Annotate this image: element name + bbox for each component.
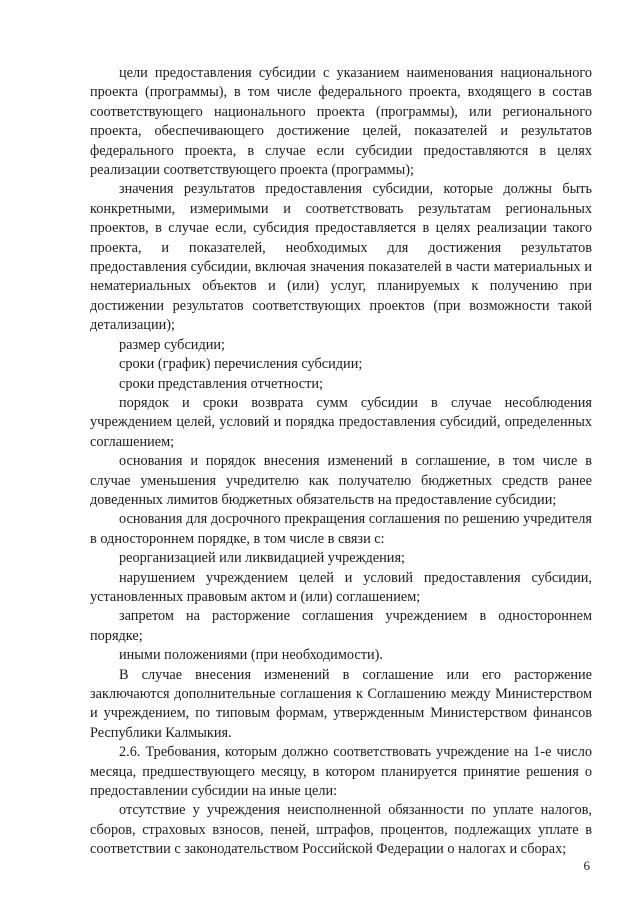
paragraph-additional-agreements: В случае внесения изменений в соглашение или его расторжение заключаются дополнительные соглашения к Соглашению между Министерством и учреждением, по типовым формам, утвержденным Министерством финансов Республики Калмыкия. <box>90 666 592 741</box>
paragraph-refund-procedure: порядок и сроки возврата сумм субсидии в случае несоблюдения учреждением целей, условий и порядка предоставления субсидий, определенных соглашением; <box>90 394 592 450</box>
paragraph-violation: нарушением учреждением целей и условий предоставления субсидии, установленных правовым актом и (или) соглашением; <box>90 569 592 605</box>
paragraph-results-values: значения результатов предоставления субсидии, которые должны быть конкретными, измеримыми и соответствовать результатам региональных проектов, в случае если, субсидия предоставляется в целях реализации такого проекта, и показателей, необходимых для достижения результатов предоставления субсидии, включая значения показателей в части материальных и нематериальных объектов и (или) услуг, планируемых к получению при достижении результатов соответствующих проектов (при возможности такой детализации); <box>90 181 592 334</box>
page-number: 6 <box>583 858 590 873</box>
paragraph-termination-grounds: основания для досрочного прекращения соглашения по решению учредителя в одностороннем порядке, в том числе в связи с: <box>90 511 592 547</box>
paragraph-section-2-6: 2.6. Требования, которым должно соответствовать учреждение на 1-е число месяца, предшествующего месяцу, в котором планируется принятие решения о предоставлении субсидии на иные цели: <box>90 744 592 800</box>
paragraph-termination-ban: запретом на расторжение соглашения учреждением в одностороннем порядке; <box>90 608 592 644</box>
paragraph-reporting-terms: сроки представления отчетности; <box>119 375 324 392</box>
paragraph-subsidy-amount: размер субсидии; <box>119 336 225 353</box>
paragraph-amendment-grounds: основания и порядок внесения изменений в соглашение, в том числе в случае уменьшения учредителю как получателю бюджетных средств ранее доведенных лимитов бюджетных обязательств на предоставление субсидии; <box>90 453 592 508</box>
paragraph-reorganization: реорганизацией или ликвидацией учреждения; <box>119 550 405 567</box>
paragraph-goals: цели предоставления субсидии с указанием наименования национального проекта (программы), в том числе федерального проекта, входящего в состав соответствующего национального проекта (программы), или регионального проекта, обеспечивающего достижение целей, показателей и результатов федерального проекта, в случае если субсидии предоставляются в целях реализации соответствующего проекта (программы); <box>90 65 592 179</box>
paragraph-transfer-schedule: сроки (график) перечисления субсидии; <box>119 356 363 373</box>
paragraph-no-tax-debt: отсутствие у учреждения неисполненной обязанности по уплате налогов, сборов, страховых взносов, пеней, штрафов, процентов, подлежащих уплате в соответствии с законодательством Российской Федерации о налогах и сборах; <box>90 802 592 858</box>
body-text <box>90 64 592 860</box>
paragraph-other-provisions: иными положениями (при необходимости). <box>119 647 383 664</box>
